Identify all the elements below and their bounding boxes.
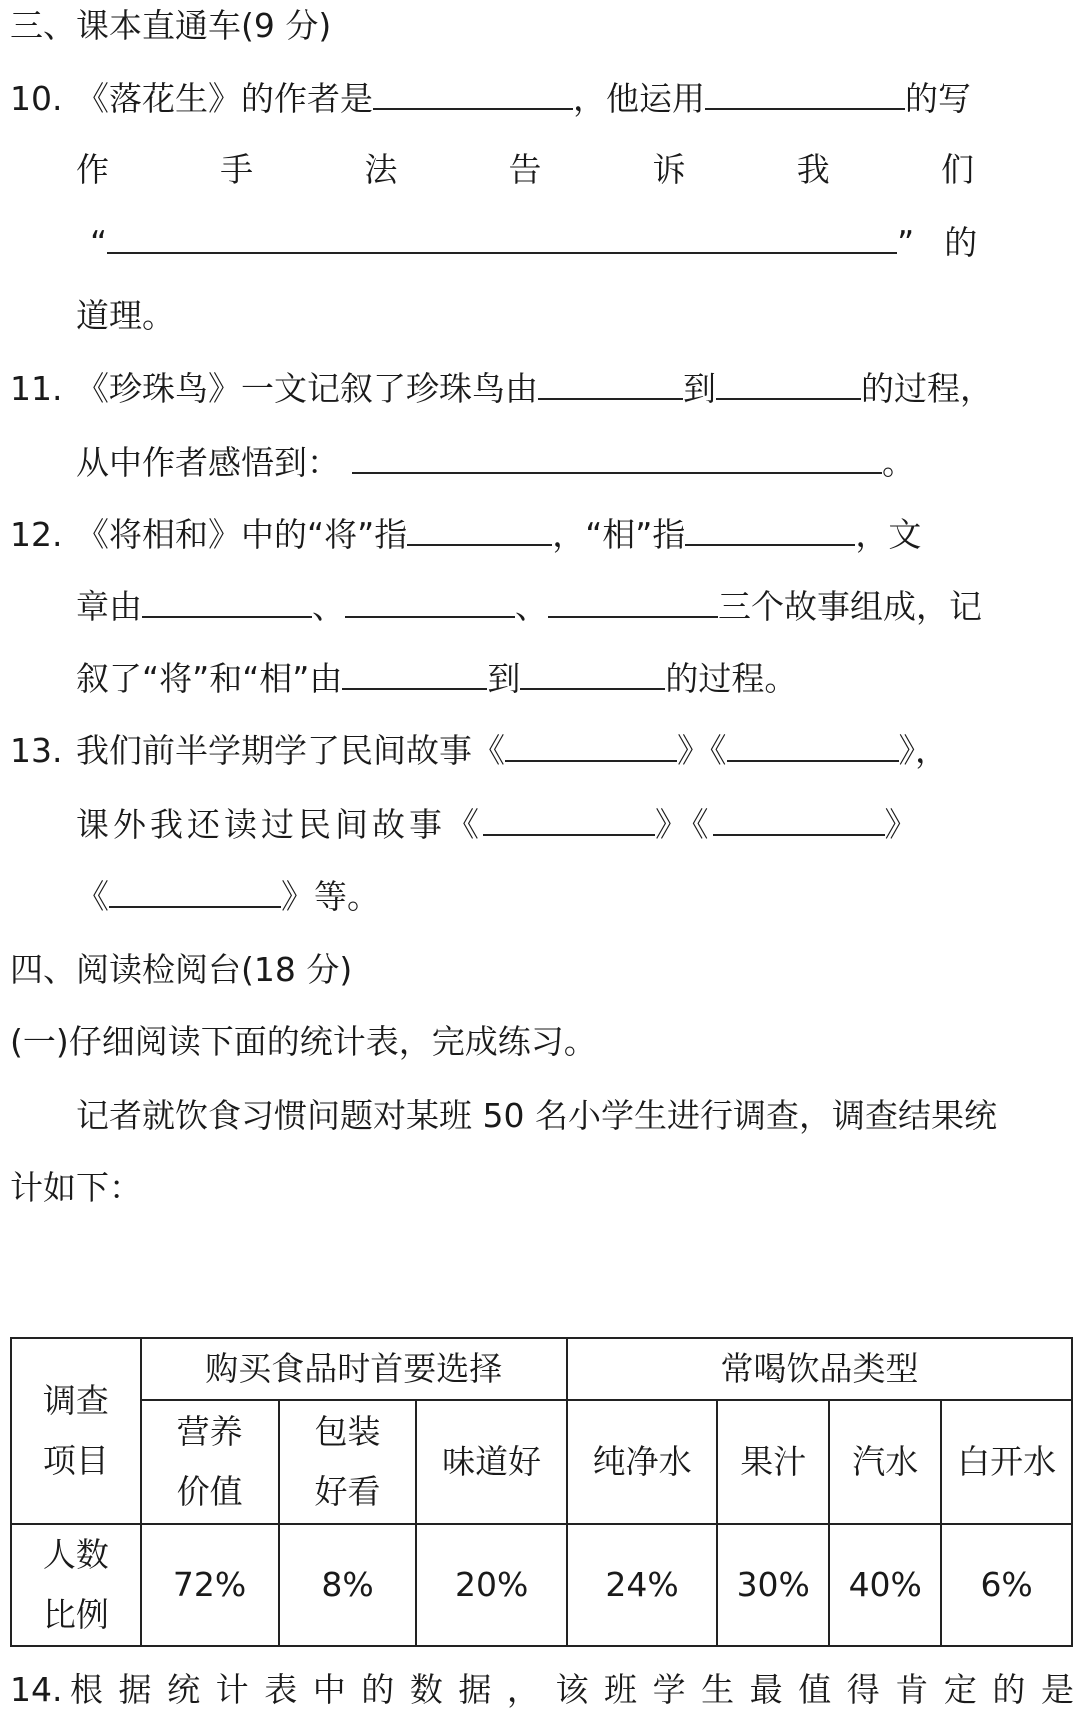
q14-char: 该 xyxy=(555,1670,589,1709)
question-number: 13. xyxy=(10,731,63,770)
statistics-table xyxy=(10,1337,1073,1647)
q12-story2-blank[interactable] xyxy=(345,584,515,618)
q14-char: 定 xyxy=(943,1670,977,1709)
table-col-header: 味道好 xyxy=(416,1400,566,1524)
q10-author-blank[interactable] xyxy=(373,76,573,110)
q10-open-quote: “ xyxy=(90,223,108,262)
q14-char: 肯 xyxy=(895,1670,929,1709)
q14-char: 是 xyxy=(1040,1670,1074,1709)
question-12-line2 xyxy=(76,584,982,629)
q10-char: 告 xyxy=(508,150,542,189)
table-col-header: 纯净水 xyxy=(567,1400,717,1524)
section3-heading: 三、课本直通车(9 分) xyxy=(10,6,332,45)
q14-char: 据 xyxy=(118,1670,152,1709)
q12-sep: 、 xyxy=(515,587,548,626)
table-cell: 30% xyxy=(717,1524,829,1646)
q14-char: 学 xyxy=(652,1670,686,1709)
q11-insight-blank[interactable] xyxy=(352,440,882,474)
q12-story3-blank[interactable] xyxy=(548,584,718,618)
q11-text-b: 到 xyxy=(683,369,716,408)
question-10-line1 xyxy=(10,76,971,121)
q12-text-d: 章由 xyxy=(76,587,142,626)
q12-text-g: 到 xyxy=(487,659,521,698)
q10-truth-blank[interactable] xyxy=(107,220,897,254)
q10-char: 诉 xyxy=(652,150,686,189)
question-12-line3 xyxy=(76,656,797,701)
table-group-food: 购买食品时首要选择 xyxy=(141,1338,567,1400)
q11-to-blank[interactable] xyxy=(716,366,861,400)
q12-text-f: 叙了“将”和“相”由 xyxy=(76,659,343,698)
q14-char: 据 xyxy=(458,1670,492,1709)
table-cell: 72% xyxy=(141,1524,279,1646)
q12-text-e: 三个故事组成，记 xyxy=(718,587,982,626)
q10-close-quote: ” xyxy=(897,223,915,262)
table-cell: 40% xyxy=(829,1524,941,1646)
q14-char: 班 xyxy=(604,1670,638,1709)
q10-char: 作 xyxy=(76,150,109,189)
q14-char: 根 xyxy=(70,1670,103,1709)
question-11-line2 xyxy=(76,440,915,485)
q13-text-b: 》《 xyxy=(677,731,727,770)
q13-text-c: 》， xyxy=(898,731,948,770)
q10-char: 法 xyxy=(364,150,398,189)
q13-story5-blank[interactable] xyxy=(109,874,281,908)
q10-text-c: 的写 xyxy=(905,79,971,118)
q12-to-blank[interactable] xyxy=(520,656,665,690)
section4-heading: 四、阅读检阅台(18 分) xyxy=(10,950,353,989)
q11-text-a: 《珍珠鸟》一文记叙了珍珠鸟由 xyxy=(76,369,538,408)
table-row-header: 调查项目 xyxy=(11,1338,141,1524)
q14-char: 中 xyxy=(312,1670,346,1709)
question-10-line4: 道理。 xyxy=(76,296,175,335)
q10-char: 手 xyxy=(220,150,254,189)
question-12-line1 xyxy=(10,512,921,557)
q10-text-de: 的 xyxy=(944,223,978,262)
question-number: 12. xyxy=(10,515,63,554)
table-cell: 6% xyxy=(941,1524,1072,1646)
question-13-line1 xyxy=(10,728,948,773)
q14-char: 值 xyxy=(798,1670,832,1709)
question-13-line2 xyxy=(76,802,922,847)
q12-general-blank[interactable] xyxy=(407,512,552,546)
q11-text-d: 从中作者感悟到： xyxy=(76,443,340,482)
q14-char: 的 xyxy=(361,1670,395,1709)
reading-intro-line1: 记者就饮食习惯问题对某班 50 名小学生进行调查，调查结果统 xyxy=(76,1096,997,1135)
q14-char: 的 xyxy=(992,1670,1026,1709)
table-col-header: 营养价值 xyxy=(141,1400,279,1524)
q10-technique-blank[interactable] xyxy=(705,76,905,110)
table-cell: 24% xyxy=(567,1524,717,1646)
q10-text-b: ，他运用 xyxy=(573,79,705,118)
question-13-line3 xyxy=(76,874,380,919)
question-14-line1 xyxy=(70,1668,1074,1712)
q11-from-blank[interactable] xyxy=(538,366,683,400)
q11-text-c: 的过程， xyxy=(861,369,993,408)
question-number: 11. xyxy=(10,369,63,408)
q14-char: 数 xyxy=(409,1670,443,1709)
q13-text-h: 》等。 xyxy=(281,877,380,916)
q13-text-g: 《 xyxy=(76,877,109,916)
q14-char: 最 xyxy=(749,1670,783,1709)
q12-text-c: ，文 xyxy=(855,515,922,554)
q13-text-d: 课外我还读过民间故事《 xyxy=(76,805,483,844)
q12-sep: 、 xyxy=(312,587,345,626)
question-14-number: 14. xyxy=(10,1670,63,1709)
q14-char: ， xyxy=(506,1670,540,1709)
q10-char: 我 xyxy=(796,150,830,189)
reading-intro-line2: 计如下： xyxy=(10,1168,142,1207)
q13-story2-blank[interactable] xyxy=(727,728,899,762)
q14-char: 统 xyxy=(167,1670,201,1709)
q14-char: 生 xyxy=(701,1670,735,1709)
q13-text-a: 我们前半学期学了民间故事《 xyxy=(76,731,505,770)
question-10-line2 xyxy=(76,148,974,192)
table-col-header: 包装好看 xyxy=(279,1400,417,1524)
q13-story1-blank[interactable] xyxy=(505,728,677,762)
table-cell: 20% xyxy=(416,1524,566,1646)
q14-char: 得 xyxy=(846,1670,880,1709)
q12-from-blank[interactable] xyxy=(342,656,487,690)
q13-text-e: 》《 xyxy=(655,805,713,844)
table-col-header: 果汁 xyxy=(717,1400,829,1524)
q12-text-a: 《将相和》中的“将”指 xyxy=(76,515,408,554)
table-cell: 8% xyxy=(279,1524,417,1646)
q12-story1-blank[interactable] xyxy=(142,584,312,618)
q13-text-f: 》 xyxy=(884,805,922,844)
table-col-header: 汽水 xyxy=(829,1400,941,1524)
q12-text-b: ，“相”指 xyxy=(552,515,686,554)
q12-text-h: 的过程。 xyxy=(665,659,798,698)
table-row-label: 人数比例 xyxy=(11,1524,141,1646)
question-number: 10. xyxy=(10,79,63,118)
q14-char: 表 xyxy=(264,1670,298,1709)
reading-subtitle: (一)仔细阅读下面的统计表，完成练习。 xyxy=(10,1022,597,1061)
q10-text-a: 《落花生》的作者是 xyxy=(76,79,373,118)
q14-char: 计 xyxy=(215,1670,249,1709)
q12-minister-blank[interactable] xyxy=(685,512,855,546)
q13-story4-blank[interactable] xyxy=(713,802,885,836)
table-group-drink: 常喝饮品类型 xyxy=(567,1338,1072,1400)
q13-story3-blank[interactable] xyxy=(483,802,655,836)
q11-text-e: 。 xyxy=(882,443,915,482)
question-10-line3 xyxy=(90,220,977,265)
table-col-header: 白开水 xyxy=(941,1400,1072,1524)
q10-char: 们 xyxy=(940,150,974,189)
question-11-line1 xyxy=(10,366,993,411)
